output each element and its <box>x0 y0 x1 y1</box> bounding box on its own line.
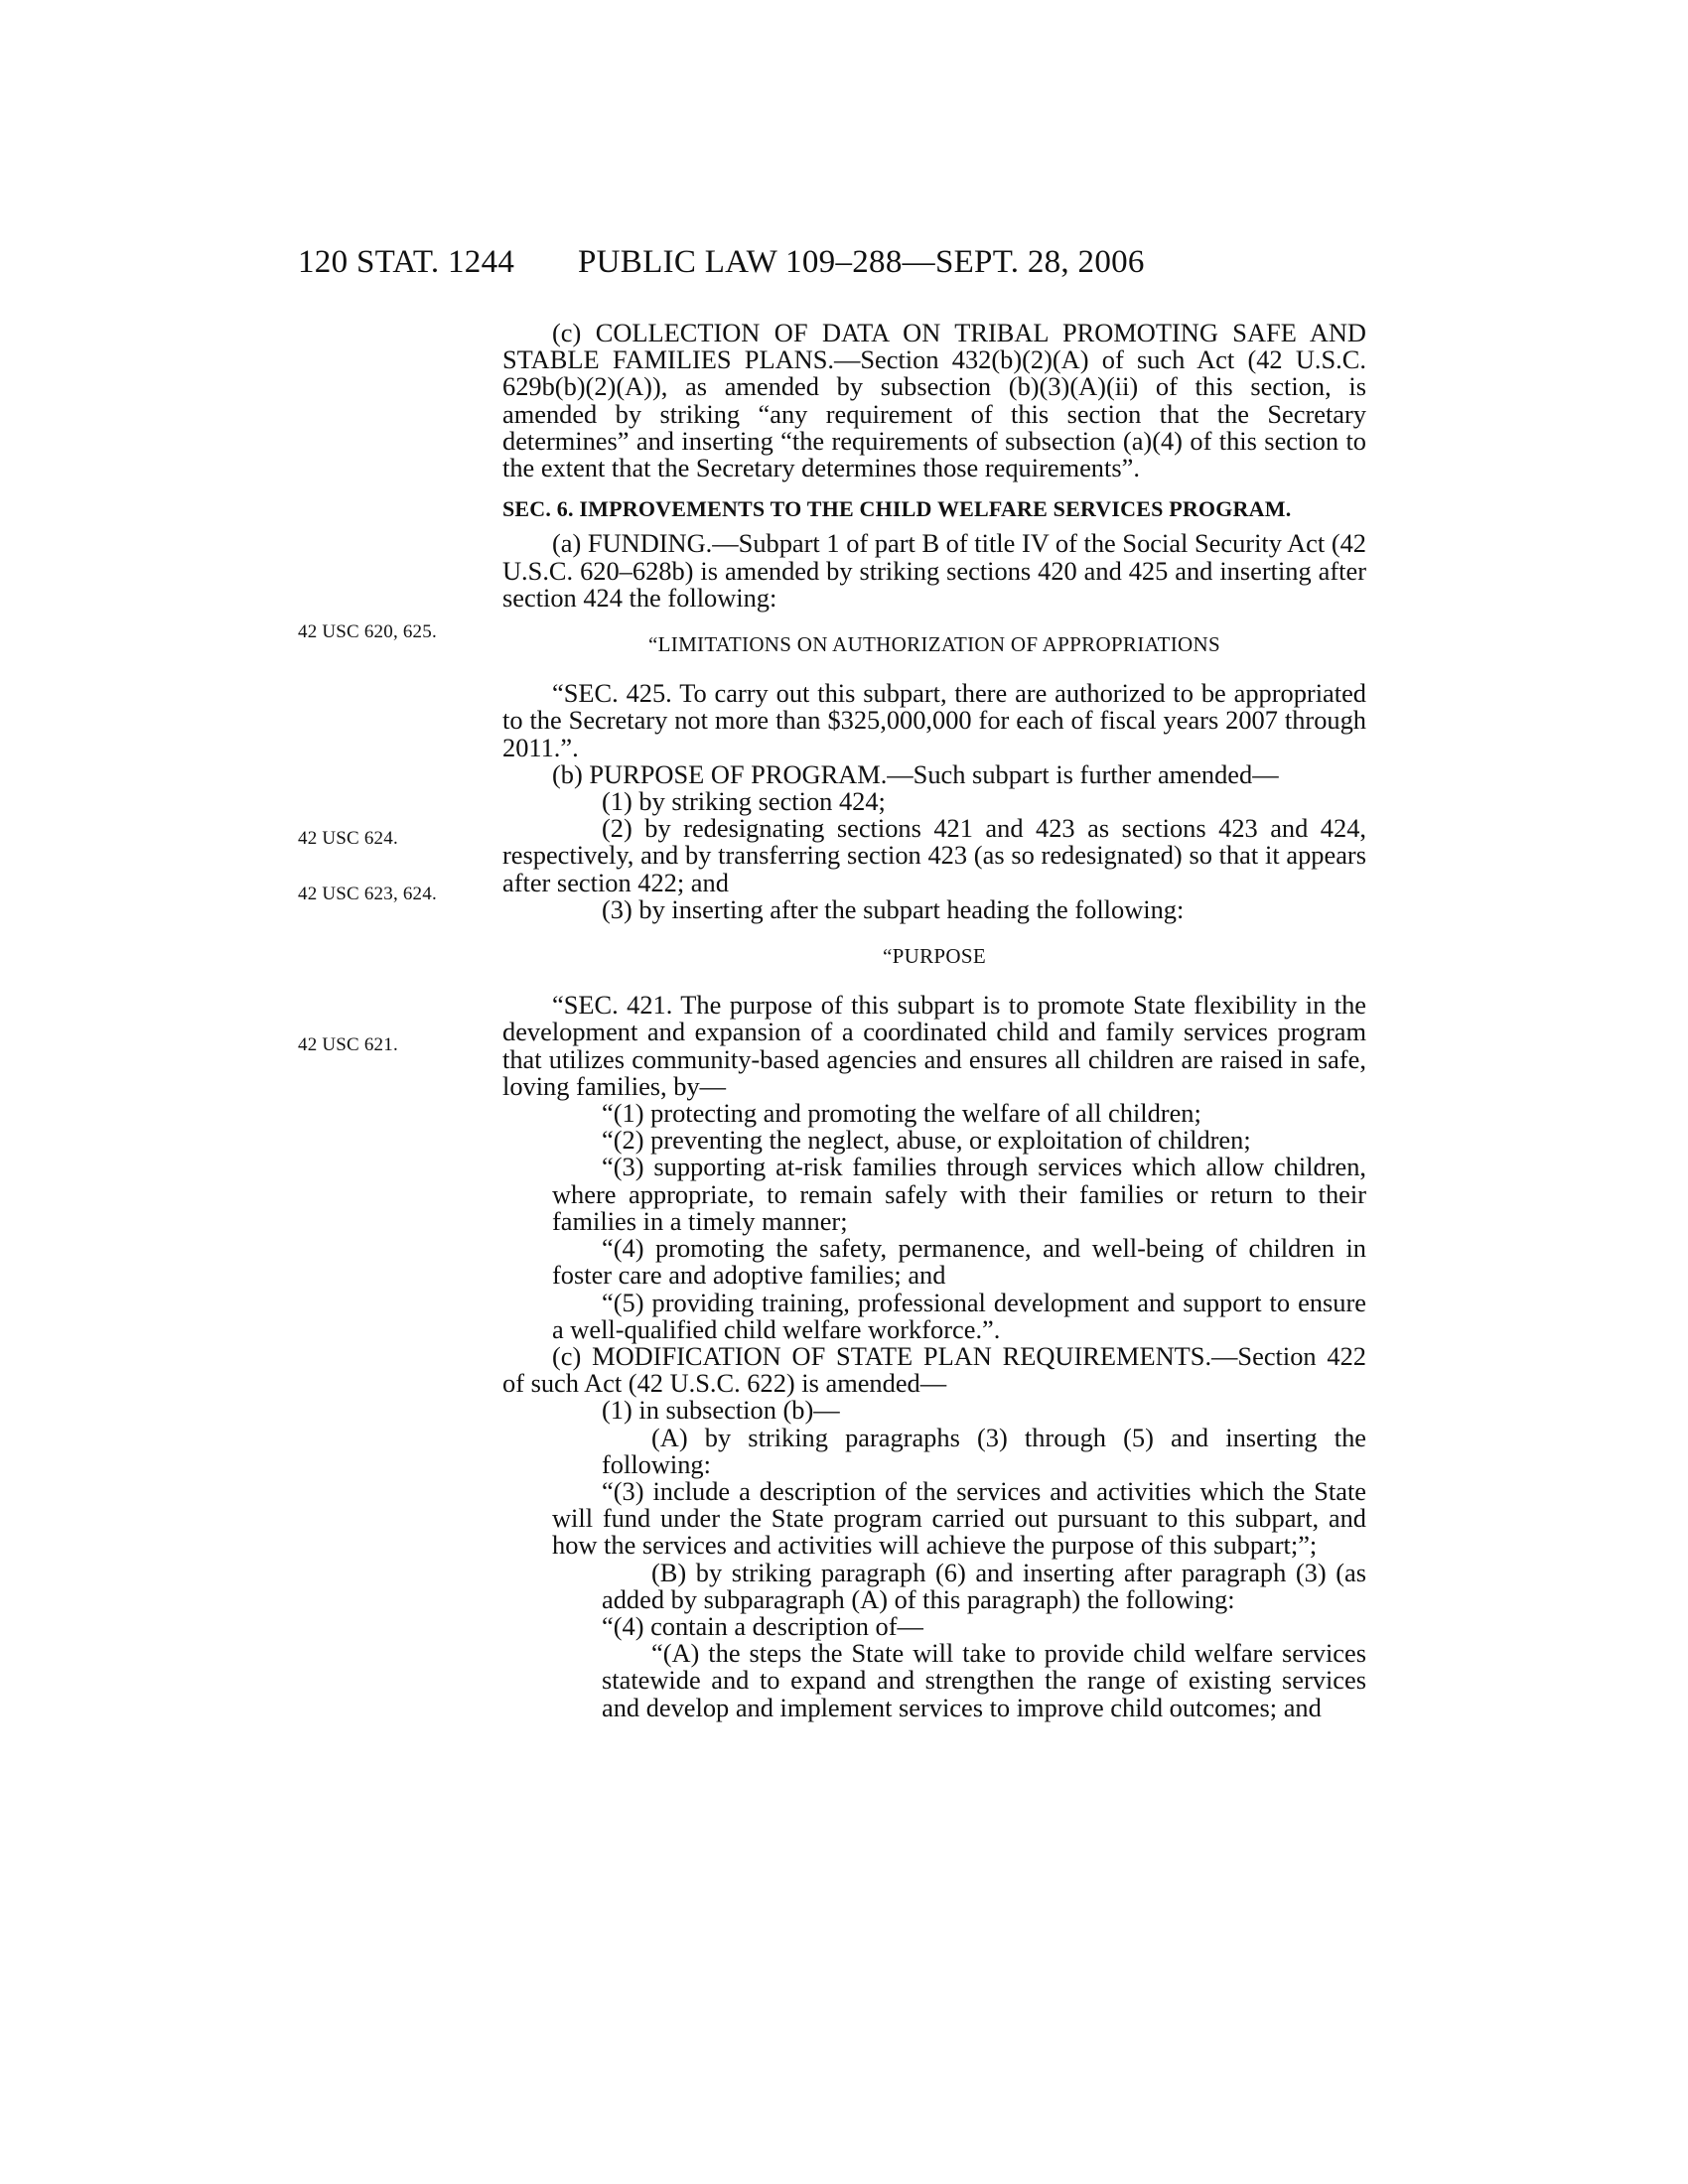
paragraph-a-funding: (a) FUNDING.—Subpart 1 of part B of title IV of the Social Security Act (42 U.S.C. 620–628b) is amended by striking sections 420 and 425 and inserting after section 424 the following: <box>502 528 1366 613</box>
purpose-item-1: “(1) protecting and promoting the welfare of all children; <box>602 1098 1201 1129</box>
purpose-item-3: “(3) supporting at-risk families through services which allow children, where appropriate, to remain safely with their families or return to their families in a timely manner; <box>552 1152 1366 1236</box>
public-law-citation: PUBLIC LAW 109–288—SEPT. 28, 2006 <box>578 244 1145 280</box>
paragraph-b-1: (1) by striking section 424; <box>602 786 886 817</box>
margin-note-usc-621: 42 USC 621. <box>298 1034 398 1055</box>
paragraph-c-1-A: (A) by striking paragraphs (3) through (5) and inserting the following: <box>602 1422 1366 1479</box>
margin-note-usc-623-624: 42 USC 623, 624. <box>298 884 437 904</box>
page-header <box>298 244 1360 294</box>
paragraph-c-modification: (c) MODIFICATION OF STATE PLAN REQUIREMENTS.—Section 422 of such Act (42 U.S.C. 622) is amended— <box>502 1340 1366 1399</box>
inserted-paragraph-4: “(4) contain a description of— <box>602 1610 923 1641</box>
inserted-paragraph-3: “(3) include a description of the services and activities which the State will fund under the State program carried out pursuant to this subpart, and how the services and activities will achieve the purpose of this subpart;”; <box>552 1475 1366 1561</box>
paragraph-c-collection-of-data: (c) COLLECTION OF DATA ON TRIBAL PROMOTING SAFE AND STABLE FAMILIES PLANS.—Section 432(b)(2)(A) of such Act (42 U.S.C. 629b(b)(2)(A)), as amended by subsection (b)(3)(A)(ii) of this section, is amended by striking “any requirement of this section that the Secretary determines” and inserting “the requirements of subsection (a)(4) of this section to the extent that the Secretary determines those requirements”. <box>502 318 1366 483</box>
inserted-paragraph-4-A: “(A) the steps the State will take to provide child welfare services statewide and to expand and strengthen the range of existing services and develop and implement services to improve child outcomes; and <box>602 1638 1366 1722</box>
paragraph-c-1: (1) in subsection (b)— <box>602 1395 840 1426</box>
statute-body <box>502 320 1366 1721</box>
stat-page-number: 120 STAT. 1244 <box>298 244 515 280</box>
purpose-item-5: “(5) providing training, professional development and support to ensure a well-qualified child welfare workforce.”. <box>552 1287 1366 1344</box>
margin-note-usc-624: 42 USC 624. <box>298 828 398 849</box>
section-425-text: “SEC. 425. To carry out this subpart, there are authorized to be appropriated to the Secretary not more than $325,000,000 for each of fiscal years 2007 through 2011.”. <box>502 678 1366 762</box>
paragraph-b-3: (3) by inserting after the subpart heading the following: <box>602 893 1185 924</box>
section-6-heading: SEC. 6. IMPROVEMENTS TO THE CHILD WELFARE SERVICES PROGRAM. <box>502 496 1292 522</box>
margin-note-usc-620-625: 42 USC 620, 625. <box>298 621 437 642</box>
paragraph-c-1-B: (B) by striking paragraph (6) and inserting after paragraph (3) (as added by subparagraph (A) of this paragraph) the following: <box>602 1557 1366 1614</box>
purpose-item-4: “(4) promoting the safety, permanence, and well-being of children in foster care and adoptive families; and <box>552 1233 1366 1291</box>
limitations-heading: “LIMITATIONS ON AUTHORIZATION OF APPROPRIATIONS <box>648 632 1220 657</box>
purpose-heading: “PURPOSE <box>883 944 986 969</box>
paragraph-b-purpose-of-program: (b) PURPOSE OF PROGRAM.—Such subpart is further amended— <box>552 758 1279 789</box>
purpose-item-2: “(2) preventing the neglect, abuse, or exploitation of children; <box>602 1125 1251 1156</box>
section-421-text: “SEC. 421. The purpose of this subpart is to promote State flexibility in the development and expansion of a coordinated child and family services program that utilizes community-based agencies and ensures all children are raised in safe, loving families, by— <box>502 990 1366 1101</box>
paragraph-b-2: (2) by redesignating sections 421 and 423 as sections 423 and 424, respectively, and by transferring section 423 (as so redesignated) so that it appears after section 422; and <box>502 813 1366 897</box>
